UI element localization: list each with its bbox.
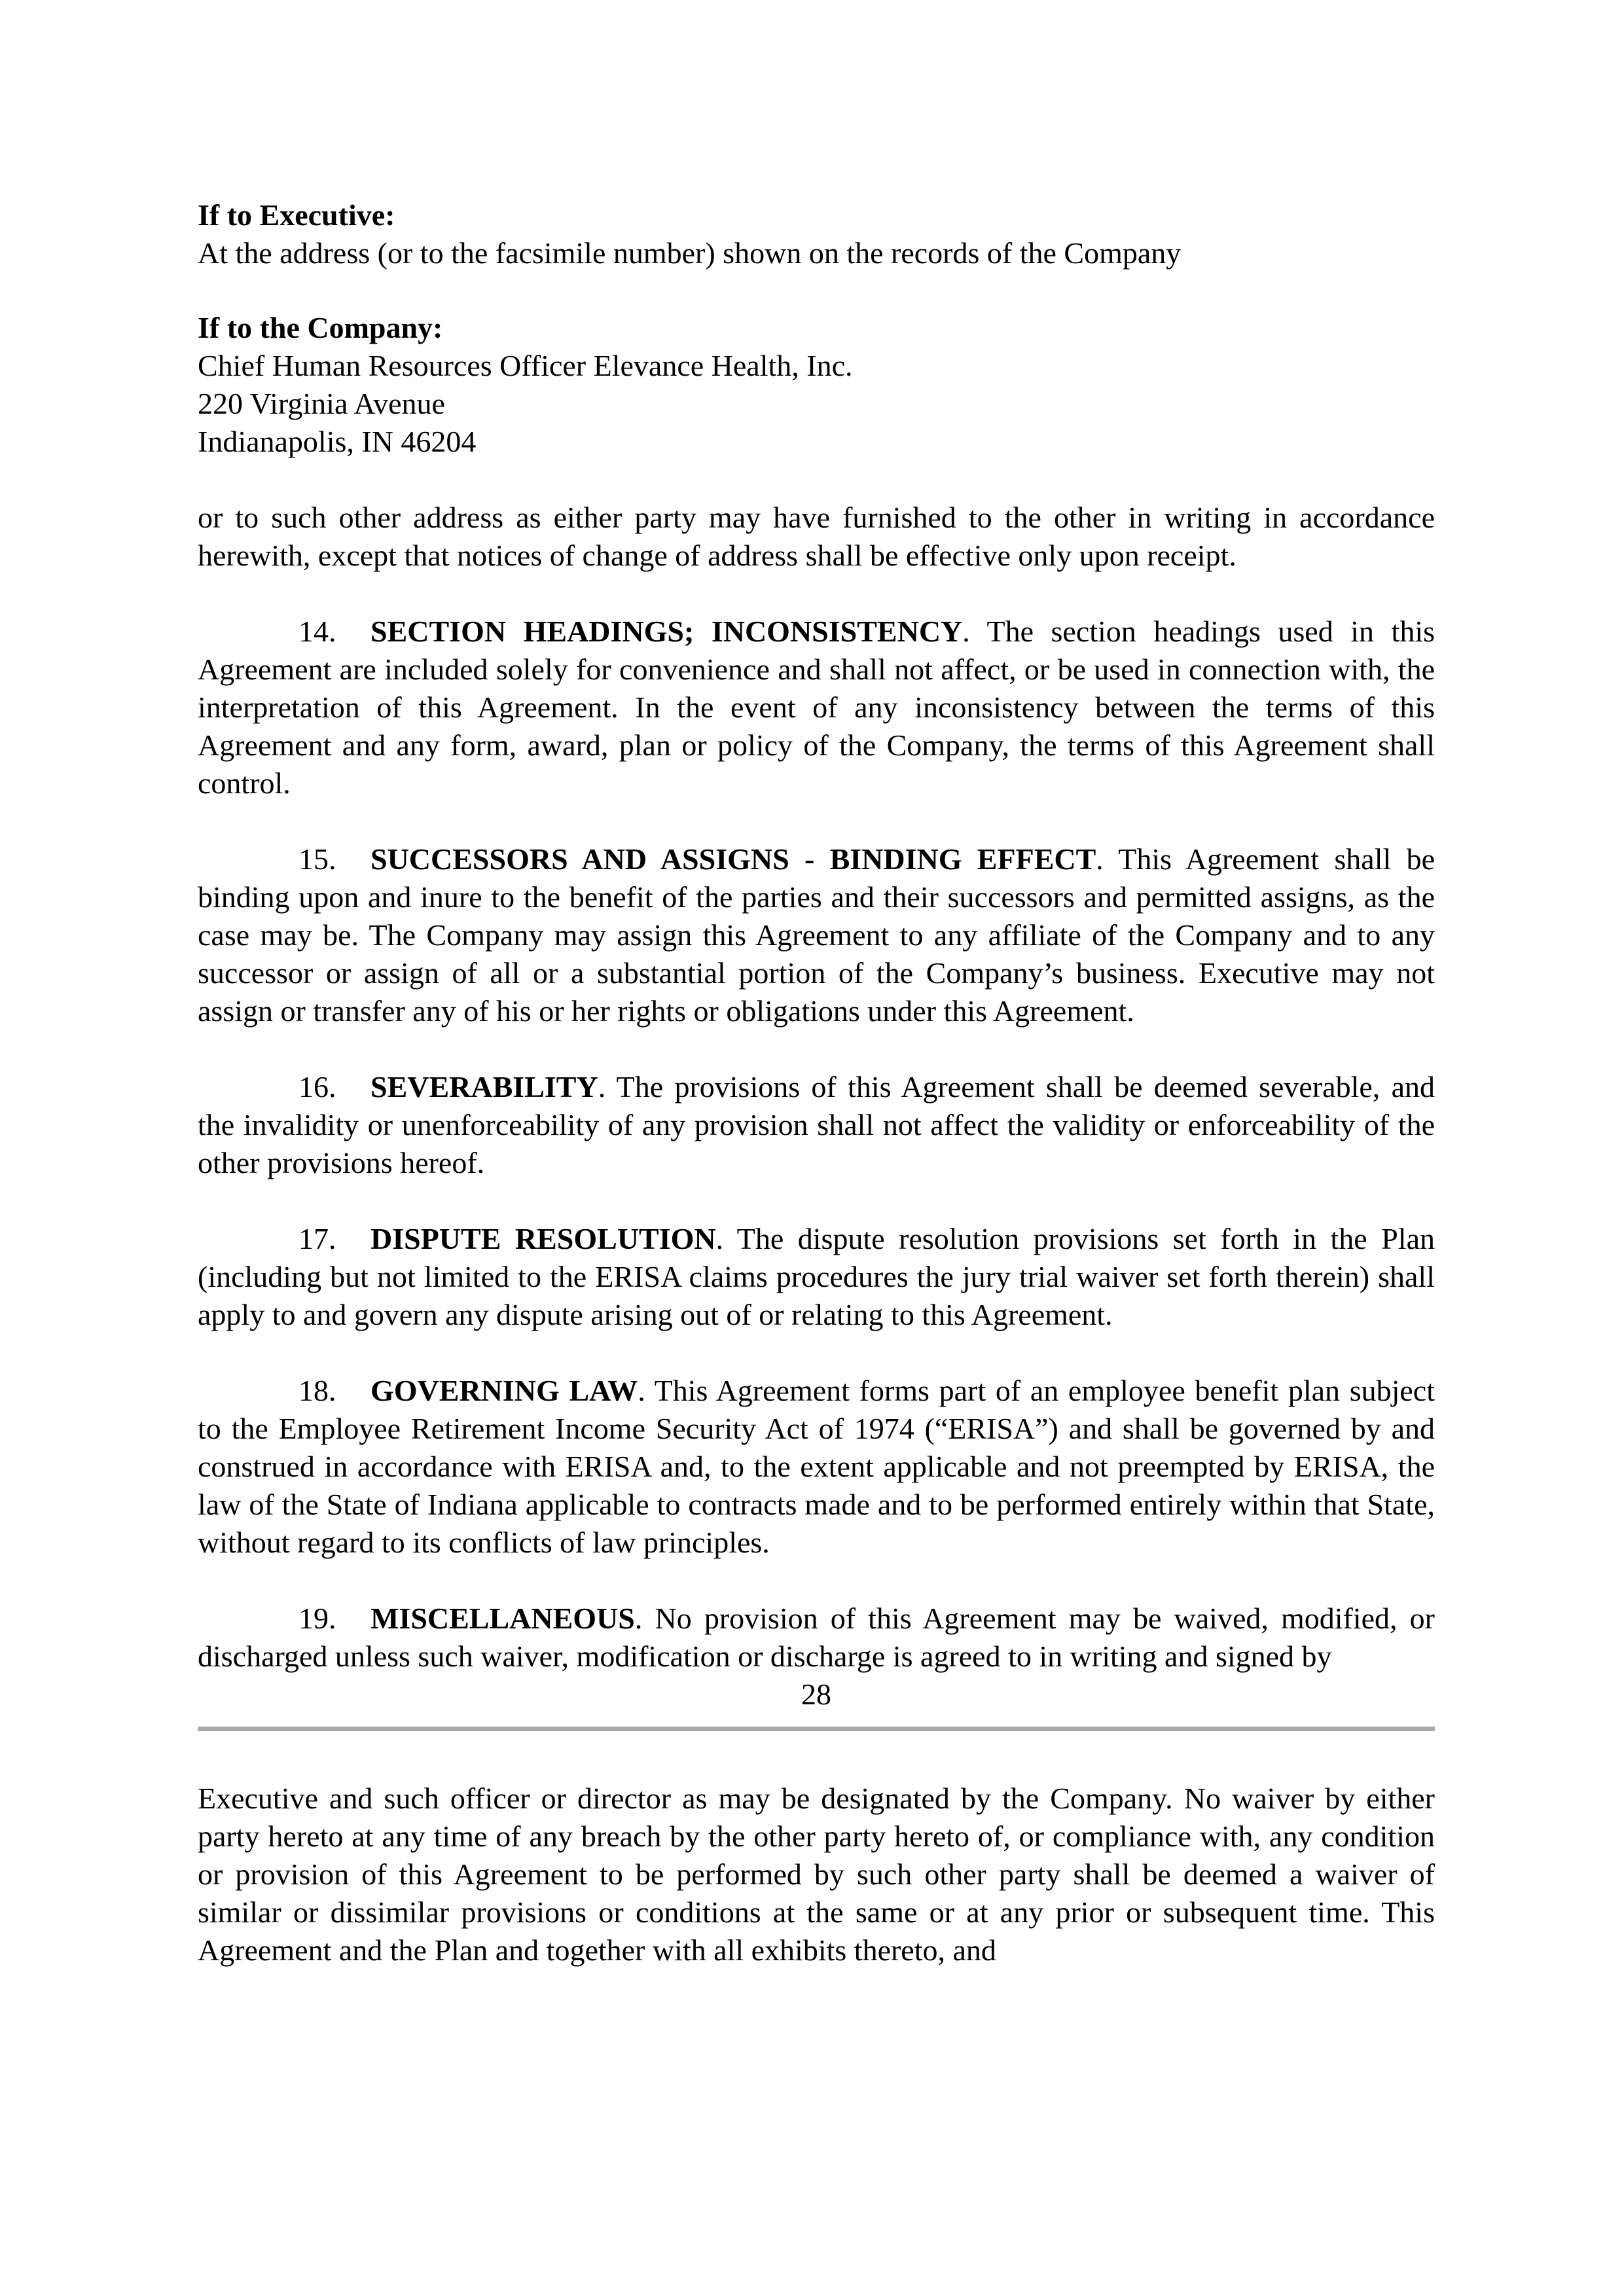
section-number: 17. [298, 1222, 336, 1255]
section-body: . No provision of this Agreement may be waived, modified, or discharged unless such waiver, modification or discharge is agreed to in writing and signed by [198, 1602, 1435, 1673]
executive-notice-block [198, 196, 1435, 272]
section-heading: GOVERNING LAW [370, 1374, 638, 1407]
document-page [198, 196, 1435, 1969]
company-address-line-2: 220 Virginia Avenue [198, 387, 445, 420]
section-heading: SECTION HEADINGS; INCONSISTENCY [370, 615, 963, 648]
section-number: 16. [298, 1070, 336, 1103]
continued-paragraph: Executive and such officer or director as may be designated by the Company. No waiver by either party hereto at any time of any breach by the other party hereto of, or compliance with, any condition or provision of this Agreement to be performed by such other party shall be deemed a waiver of similar or dissimilar provisions or conditions at the same or at any prior or subsequent time. This Agreement and the Plan and together with all exhibits thereto, and [198, 1782, 1435, 1967]
section-19 [198, 1600, 1435, 1676]
section-body: . The section headings used in this Agreement are included solely for convenience and shall not affect, or be used in connection with, the interpretation of this Agreement. In the event of any inconsistency between the terms of this Agreement and any form, award, plan or policy of the Company, the terms of this Agreement shall control. [198, 615, 1435, 800]
section-heading: SEVERABILITY [370, 1070, 598, 1103]
page-divider [198, 1727, 1435, 1731]
section-15 [198, 840, 1435, 1030]
section-body: . The provisions of this Agreement shall be deemed severable, and the invalidity or unenforceability of any provision shall not affect the validity or enforceability of the other provisions hereof. [198, 1070, 1435, 1179]
section-18 [198, 1372, 1435, 1562]
company-address-line-1: Chief Human Resources Officer Elevance Health, Inc. [198, 349, 853, 382]
section-16 [198, 1068, 1435, 1182]
company-notice-label: If to the Company: [198, 311, 443, 344]
company-address-line-3: Indianapolis, IN 46204 [198, 425, 477, 458]
section-number: 18. [298, 1374, 336, 1407]
section-body: . The dispute resolution provisions set forth in the Plan (including but not limited to the ERISA claims procedures the jury trial waiver set forth therein) shall apply to and govern any dispute arising out of or relating to this Agreement. [198, 1222, 1435, 1331]
section-14 [198, 613, 1435, 802]
section-heading: MISCELLANEOUS [370, 1602, 635, 1635]
section-number: 15. [298, 842, 336, 876]
executive-notice-address: At the address (or to the facsimile number) shown on the records of the Company [198, 236, 1182, 270]
page-number: 28 [801, 1677, 831, 1711]
section-heading: SUCCESSORS AND ASSIGNS - BINDING EFFECT [370, 842, 1096, 876]
notice-closing-paragraph: or to such other address as either party may have furnished to the other in writing in accordance herewith, except that notices of change of address shall be effective only upon receipt. [198, 501, 1435, 572]
section-number: 14. [298, 615, 336, 648]
section-body: . This Agreement shall be binding upon and inure to the benefit of the parties and their successors and permitted assigns, as the case may be. The Company may assign this Agreement to any affiliate of the Company and to any successor or assign of all or a substantial portion of the Company’s business. Executive may not assign or transfer any of his or her rights or obligations under this Agreement. [198, 842, 1435, 1028]
company-notice-block [198, 309, 1435, 461]
section-body: . This Agreement forms part of an employee benefit plan subject to the Employee Retirement Income Security Act of 1974 (“ERISA”) and shall be governed by and construed in accordance with ERISA and, to the extent applicable and not preempted by ERISA, the law of the State of Indiana applicable to contracts made and to be performed entirely within that State, without regard to its conflicts of law principles. [198, 1374, 1435, 1559]
section-number: 19. [298, 1602, 336, 1635]
section-17 [198, 1220, 1435, 1334]
executive-notice-label: If to Executive: [198, 198, 395, 232]
section-heading: DISPUTE RESOLUTION [370, 1222, 716, 1255]
